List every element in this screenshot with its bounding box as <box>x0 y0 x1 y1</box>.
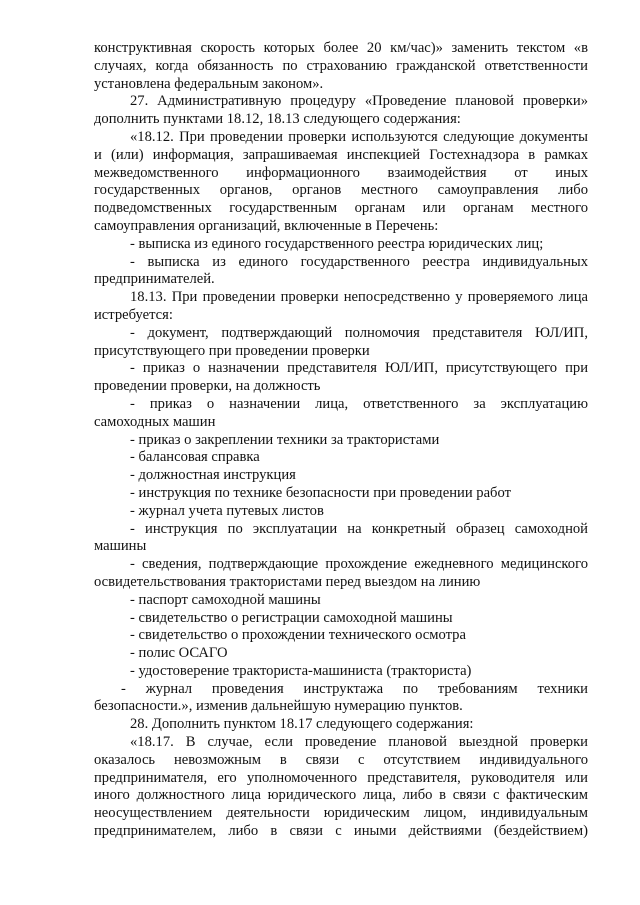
text-line: 18.13. При проведении проверки непосредственно у проверяемого лица <box>130 289 588 306</box>
text-line: установлена федеральным законом». <box>94 75 324 92</box>
text-line: - документ, подтверждающий полномочия представителя ЮЛ/ИП, <box>130 324 588 341</box>
text-line: «18.17. В случае, если проведение плановой выездной проверки <box>130 734 588 751</box>
text-line: «18.12. При проведении проверки используются следующие документы <box>130 128 588 145</box>
text-line: безопасности.», изменив дальнейшую нумерацию пунктов. <box>94 698 463 715</box>
text-line: предпринимателей. <box>94 271 215 288</box>
text-line: - должностная инструкция <box>130 467 296 484</box>
text-line: - свидетельство о регистрации самоходной машины <box>130 609 453 626</box>
text-line: - сведения, подтверждающие прохождение ежедневного медицинского <box>130 556 588 573</box>
text-line: оказалось невозможным в связи с отсутствием индивидуального <box>94 751 588 768</box>
text-line: освидетельствования трактористами перед выездом на линию <box>94 573 481 590</box>
text-line: - свидетельство о прохождении технического осмотра <box>130 627 466 644</box>
text-line: случаях, когда обязанность по страхованию гражданской ответственности <box>94 57 588 74</box>
text-line: - удостоверение тракториста-машиниста (тракториста) <box>130 662 472 679</box>
document-body <box>94 40 588 841</box>
text-line: - журнал проведения инструктажа по требованиям техники <box>121 680 588 697</box>
text-line: 28. Дополнить пунктом 18.17 следующего содержания: <box>130 716 474 733</box>
text-line: - журнал учета путевых листов <box>130 502 324 519</box>
text-line: - выписка из единого государственного реестра индивидуальных <box>130 253 588 270</box>
text-line: конструктивная скорость которых более 20 км/час)» заменить текстом «в <box>94 40 588 56</box>
text-line: - выписка из единого государственного реестра юридических лиц; <box>130 235 544 252</box>
text-line: межведомственного информационного взаимодействия от иных <box>94 164 588 181</box>
text-line: присутствующего при проведении проверки <box>94 342 370 359</box>
text-line: самоходных машин <box>94 413 216 430</box>
text-line: - приказ о назначении лица, ответственного за эксплуатацию <box>130 395 588 412</box>
text-line: - приказ о закреплении техники за трактористами <box>130 431 440 448</box>
text-line: дополнить пунктами 18.12, 18.13 следующего содержания: <box>94 111 461 128</box>
text-line: государственных органов, органов местного самоуправления либо <box>94 182 588 199</box>
text-line: подведомственных государственным органам или органам местного <box>94 200 588 217</box>
text-line: самоуправления организаций, включенные в Перечень: <box>94 217 439 234</box>
text-line: машины <box>94 538 147 555</box>
text-line: иного должностного лица юридического лица, либо в связи с фактическим <box>94 787 588 804</box>
text-line: предпринимателем, либо в связи с иными действиями (бездействием) <box>94 823 588 840</box>
text-line: - балансовая справка <box>130 449 260 466</box>
text-line: - инструкция по технике безопасности при проведении работ <box>130 484 511 501</box>
text-line: неосуществлением деятельности юридическим лицом, индивидуальным <box>94 805 588 822</box>
text-line: истребуется: <box>94 306 173 323</box>
text-line: 27. Административную процедуру «Проведение плановой проверки» <box>130 93 588 110</box>
text-line: предпринимателя, его уполномоченного представителя, руководителя или <box>94 769 588 786</box>
text-line: - полис ОСАГО <box>130 645 228 662</box>
text-line: проведении проверки, на должность <box>94 378 321 395</box>
text-line: - паспорт самоходной машины <box>130 591 321 608</box>
text-line: - приказ о назначении представителя ЮЛ/ИП, присутствующего при <box>130 360 588 377</box>
text-line: и (или) информация, запрашиваемая инспекцией Гостехнадзора в рамках <box>94 146 588 163</box>
text-line: - инструкция по эксплуатации на конкретный образец самоходной <box>130 520 588 537</box>
